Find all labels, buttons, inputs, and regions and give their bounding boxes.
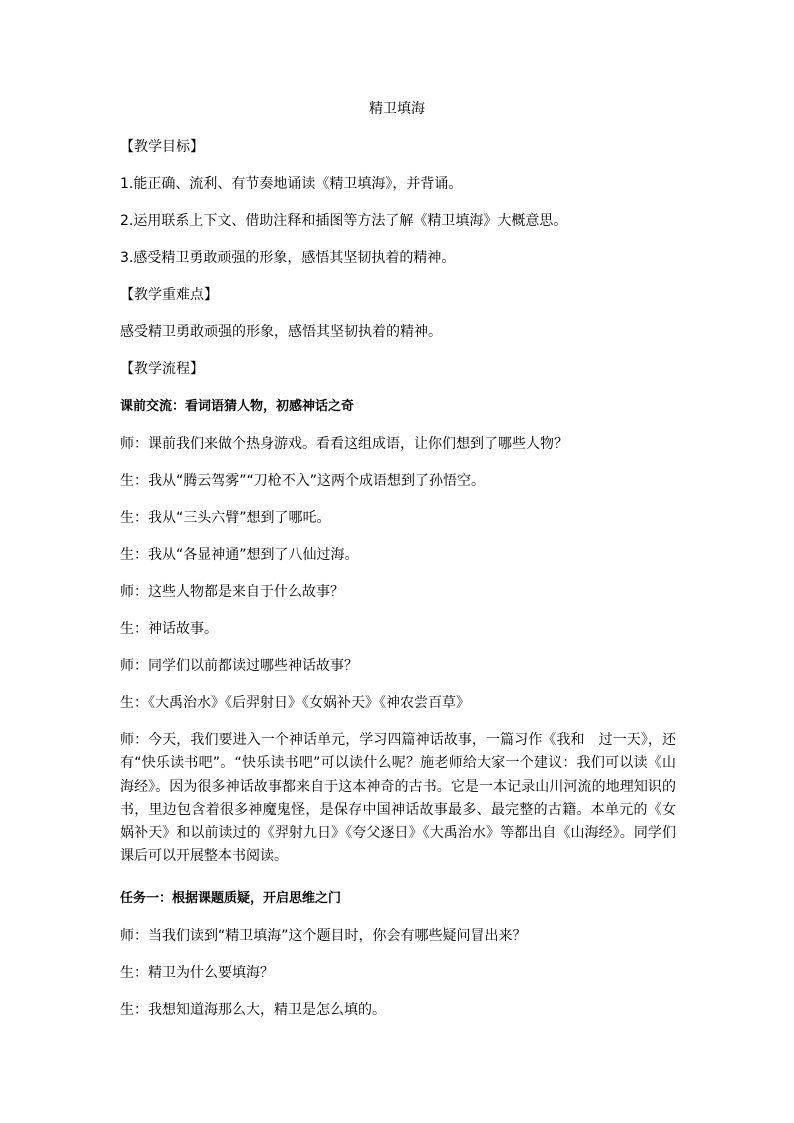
dialog-line: 生：精卫为什么要填海？ — [120, 965, 274, 981]
dialog-line: 生：我从“三头六臂”想到了哪吒。 — [120, 510, 331, 526]
dialog-line: 生：《大禹治水》《后羿射日》《女娲补天》《神农尝百草》 — [120, 695, 470, 711]
document-title: 精卫填海 — [369, 101, 425, 117]
intro-paragraph: 师：今天，我们要进入一个神话单元，学习四篇神话故事，一篇习作《我和 过一天》，还有“快乐读书吧”。“快乐读书吧”可以读什么呢？施老师给大家一个建议：我们可以读《山海经》。因为很多神话故事都来自于这本神奇的古书。它是一本记录山川河流的地理知识的书，里边包含着很多神魔鬼怪，是保存中国神话故事最多、最完整的古籍。本单元的《女娲补天》和以前读过的《羿射九日》《夸父逐日》《大禹治水》等都出自《山海经》。同学们课后可以开展整本书阅读。 — [120, 732, 676, 865]
dialog-line: 生：我想知道海那么大，精卫是怎么填的。 — [120, 1002, 386, 1018]
dialog-line: 师：这些人物都是来自于什么故事？ — [120, 584, 344, 600]
goal-item-3: 3.感受精卫勇敢顽强的形象，感悟其坚韧执着的精神。 — [120, 250, 456, 266]
goal-item-2: 2.运用联系上下文、借助注释和插图等方法了解《精卫填海》大概意思。 — [120, 213, 568, 229]
pre-class-heading: 课前交流：看词语猜人物，初感神话之奇 — [120, 399, 355, 414]
key-points-text: 感受精卫勇敢顽强的形象，感悟其坚韧执着的精神。 — [120, 324, 442, 340]
dialog-line: 生：神话故事。 — [120, 621, 218, 637]
dialog-line: 生：我从“各显神通”想到了八仙过海。 — [120, 547, 359, 563]
dialog-line: 师：当我们读到“精卫填海”这个题目时，你会有哪些疑问冒出来？ — [120, 928, 527, 944]
task1-heading: 任务一：根据课题质疑，开启思维之门 — [120, 891, 342, 906]
key-points-heading: 【教学重难点】 — [120, 287, 218, 303]
flow-heading: 【教学流程】 — [120, 361, 204, 377]
goals-heading: 【教学目标】 — [120, 139, 204, 155]
dialog-line: 生：我从“腾云驾雾”“刀枪不入”这两个成语想到了孙悟空。 — [120, 473, 486, 489]
goal-item-1: 1.能正确、流利、有节奏地诵读《精卫填海》，并背诵。 — [120, 176, 463, 192]
dialog-line: 师：同学们以前都读过哪些神话故事？ — [120, 658, 358, 674]
dialog-line: 师：课前我们来做个热身游戏。看看这组成语，让你们想到了哪些人物？ — [120, 436, 568, 452]
